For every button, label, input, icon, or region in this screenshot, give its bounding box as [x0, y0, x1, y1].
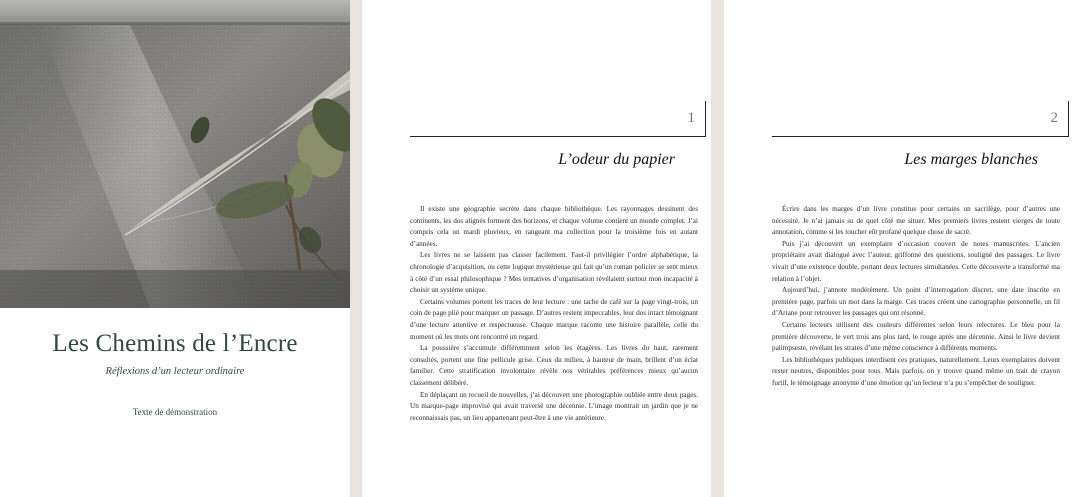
- book-subtitle: Réflexions d’un lecteur ordinaire: [105, 366, 245, 377]
- paragraph: Certains volumes portent les traces de leur lecture : une tache de café sur la page vingt-trois, un coin de page plié pour marquer un passage. D’autres restent impeccables, leur dos intact témoignant d’une lecture attentive et respectueuse. Chaque marque raconte une histoire parallèle, celle du moment où les mots ont rencontré un regard.: [410, 297, 698, 341]
- paragraph: Puis j’ai découvert un exemplaire d’occasion couvert de notes manuscrites. L’ancien propriétaire avait dialogué avec l’auteur, griffonné des questions, souligné des passages. Le livre vivait d’une existence double, portant deux lectures simultanées. Cette découverte a transformé ma relation à l’objet.: [772, 239, 1060, 283]
- cover-photo: [0, 0, 350, 308]
- page-number-frame: [772, 101, 1069, 137]
- page-number: 2: [1050, 110, 1058, 126]
- cover-page: [0, 0, 350, 497]
- chapter-body: [772, 204, 1060, 390]
- paragraph: Les livres ne se laissent pas classer facilement. Faut-il privilégier l’ordre alphabétique, la chronologie d’acquisition, ou cette logique mystérieuse qui fait qu’un roman policier se sent mieux à côté d’un essai philosophique ? Mes tentatives d’organisation révélaient surtout mon incapacité à choisir un système unique.: [410, 251, 698, 295]
- book-page-1: [362, 0, 711, 497]
- paragraph: Certains lecteurs utilisent des couleurs différentes selon leurs relectures. Le bleu pour la première découverte, le vert trois ans plus tard, le rouge après une décennie. Ainsi le livre devient palimpseste, révélant les strates d’une même conscience à différents moments.: [772, 320, 1060, 353]
- chapter-title: Les marges blanches: [904, 151, 1038, 168]
- page-number: 1: [687, 110, 695, 126]
- paragraph: Aujourd’hui, j’annote modérément. Un point d’interrogation discret, une date inscrite en première page, parfois un mot dans la marge. Ces traces créent une cartographie personnelle, un fil d’Ariane pour retrouver les passages qui ont résonné.: [772, 286, 1060, 318]
- paragraph: Les bibliothèques publiques interdisent ces pratiques, naturellement. Leurs exemplaires doivent rester neutres, disponibles pour tous. Mais parfois, on y trouve quand même un trait de crayon furtif, le témoignage anonyme d’une émotion qu’un lecteur n’a pu s’empêcher de souligner.: [772, 355, 1060, 387]
- book-page-2: [724, 0, 1074, 497]
- chapter-title: L’odeur du papier: [558, 151, 675, 168]
- paragraph: La poussière s’accumule différemment selon les étagères. Les livres du haut, rarement consultés, portent une fine pellicule grise. Ceux du milieu, à hauteur de main, brillent d’un éclat familier. Cette stratification involontaire révèle nos véritables préférences mieux qu’aucun classement délibéré.: [410, 344, 698, 387]
- paragraph: En déplaçant un recueil de nouvelles, j’ai découvert une photographie oubliée entre deux pages. Un marque-page improvisé qui avait traversé une décennie. L’image montrait un jardin que je ne reconnaissais pas, un lieu appartenant peut-être à une vie antérieure.: [410, 390, 698, 422]
- page-number-frame: [410, 101, 706, 137]
- chapter-body: [410, 204, 698, 424]
- paragraph: Il existe une géographie secrète dans chaque bibliothèque. Les rayonnages dessinent des continents, les dos alignés forment des horizons, et chaque volume contient un monde complet. J’ai compris cela un mardi pluvieux, en rangeant ma collection pour la troisième fois en autant d’années.: [410, 205, 698, 248]
- cover-note: Texte de démonstration: [132, 407, 218, 417]
- paragraph: Écrire dans les marges d’un livre constitue pour certains un sacrilège, pour d’autres une nécessité. Je n’ai jamais su de quel côté me situer. Mes premiers livres restent vierges de toute annotation, comme si les toucher eût profané quelque chose de sacré.: [772, 205, 1060, 237]
- book-title: Les Chemins de l’Encre: [52, 330, 298, 357]
